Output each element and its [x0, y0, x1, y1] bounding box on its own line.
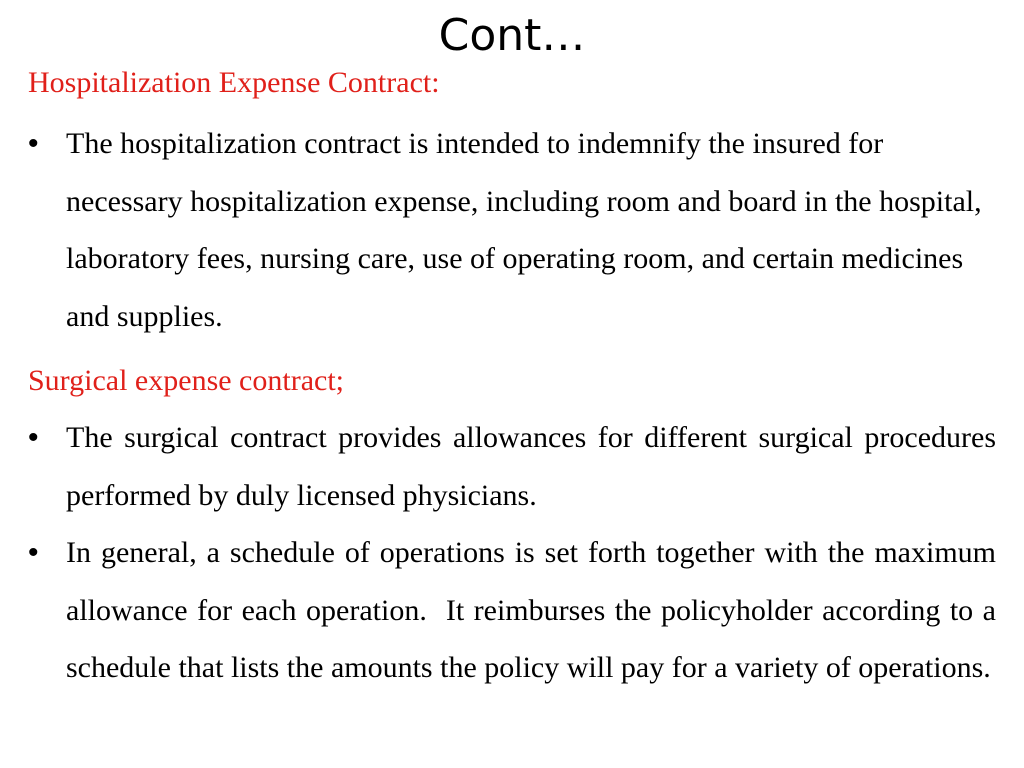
bullet-dot-icon: •: [28, 536, 39, 569]
slide-title: Cont…: [438, 10, 586, 61]
bullet-text: The surgical contract provides allowances for different surgical procedures performed by duly licensed physicians.: [66, 421, 996, 512]
bullet-schedule-of-operations: [28, 524, 1004, 697]
bullet-hospitalization-contract: [28, 115, 996, 345]
bullet-dot-icon: •: [28, 421, 39, 454]
section-heading-hospitalization: Hospitalization Expense Contract:: [28, 66, 440, 99]
bullet-text: In general, a schedule of operations is set forth together with the maximum allowance for each operation. It reimburses the policyholder according to a schedule that lists the amounts the policy will pay for a variety of operations.: [66, 536, 1004, 684]
bullet-surgical-allowances: [28, 409, 996, 524]
bullet-dot-icon: •: [28, 127, 39, 160]
bullet-text: The hospitalization contract is intended to indemnify the insured for necessary hospitalization expense, including room and board in the hospital, laboratory fees, nursing care, use of operating room, and certain medicines and supplies.: [66, 127, 982, 333]
section-heading-surgical: Surgical expense contract;: [28, 364, 344, 397]
